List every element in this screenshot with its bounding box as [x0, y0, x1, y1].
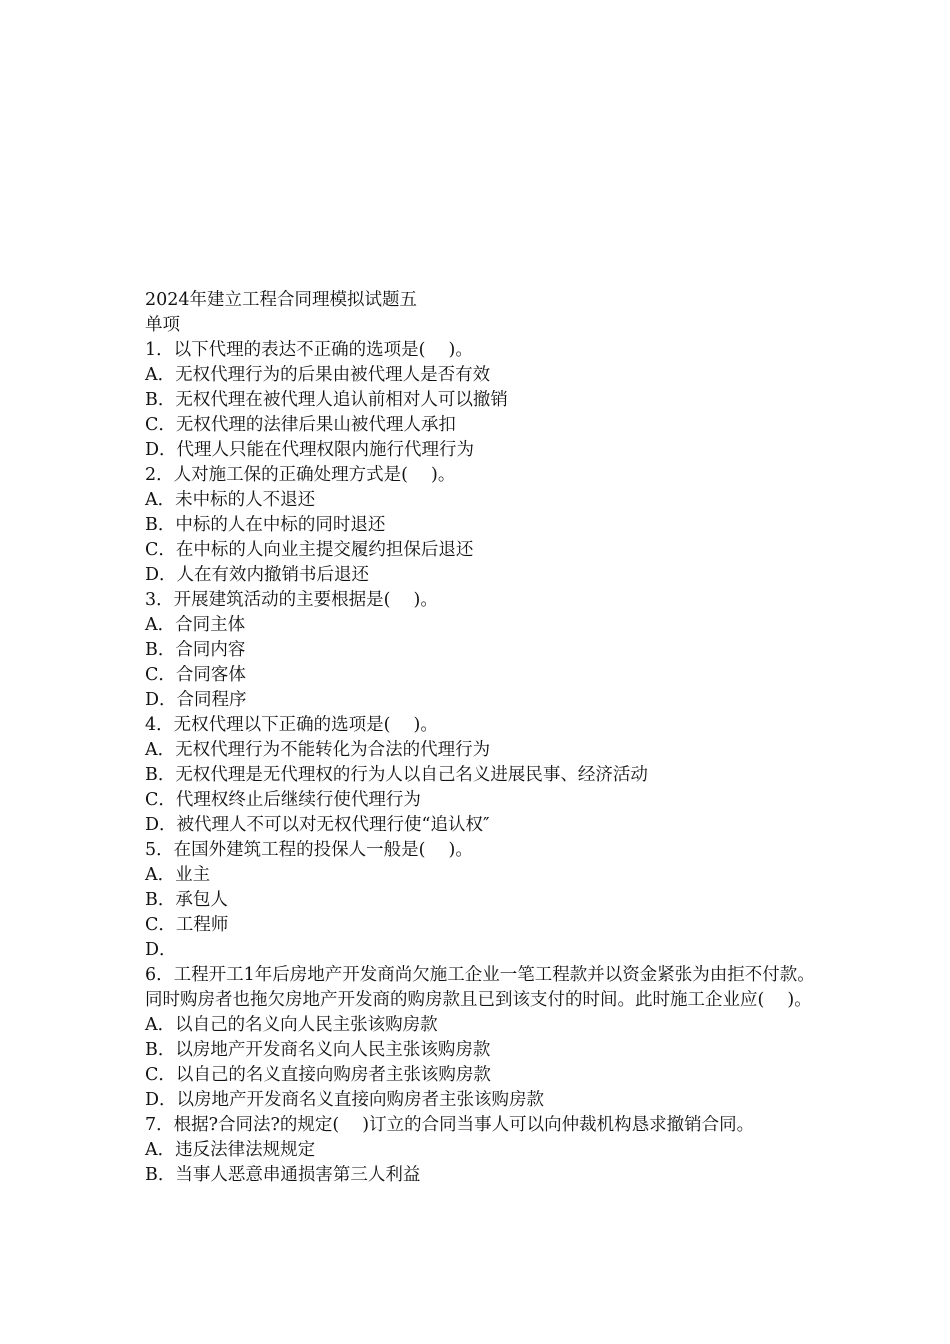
question-3-option-c: C．合同客体 [145, 665, 246, 685]
question-4: 4．无权代理以下正确的选项是( )。 [145, 715, 438, 735]
question-1-option-d: D．代理人只能在代理权限内施行代理行为 [145, 440, 475, 460]
question-2-option-a: A．未中标的人不退还 [145, 490, 316, 510]
question-2-option-b: B．中标的人在中标的同时退还 [145, 515, 386, 535]
question-7: 7．根据?合同法?的规定( )订立的合同当事人可以向仲裁机构恳求撤销合同。 [145, 1115, 755, 1135]
question-7-option-b: B．当事人恶意串通损害第三人利益 [145, 1165, 421, 1185]
question-2-option-c: C．在中标的人向业主提交履约担保后退还 [145, 540, 474, 560]
question-1-option-b: B．无权代理在被代理人追认前相对人可以撤销 [145, 390, 508, 410]
question-6-option-c: C．以自己的名义直接向购房者主张该购房款 [145, 1065, 491, 1085]
question-4-option-b: B．无权代理是无代理权的行为人以自己名义进展民事、经济活动 [145, 765, 648, 785]
question-5-option-c: C．工程师 [145, 915, 229, 935]
question-3-option-d: D．合同程序 [145, 690, 247, 710]
question-5: 5．在国外建筑工程的投保人一般是( )。 [145, 840, 473, 860]
question-6-option-d: D．以房地产开发商名义直接向购房者主张该购房款 [145, 1090, 545, 1110]
question-1-option-a: A．无权代理行为的后果由被代理人是否有效 [145, 365, 491, 385]
question-4-option-a: A．无权代理行为不能转化为合法的代理行为 [145, 740, 491, 760]
question-7-option-a: A．违反法律法规规定 [145, 1140, 316, 1160]
question-3: 3．开展建筑活动的主要根据是( )。 [145, 590, 438, 610]
question-6-option-a: A．以自己的名义向人民主张该购房款 [145, 1015, 438, 1035]
question-4-option-c: C．代理权终止后继续行使代理行为 [145, 790, 421, 810]
question-5-option-d: D． [145, 940, 177, 960]
question-2-option-d: D．人在有效内撤销书后退还 [145, 565, 370, 585]
question-6: 6．工程开工1年后房地产开发商尚欠施工企业一笔工程款并以资金紧张为由拒不付款。同时购房者也拖欠房地产开发商的购房款且已到该支付的时间。此时施工企业应( )。 [145, 965, 815, 1010]
section-heading: 单项 [145, 315, 180, 335]
question-3-option-b: B．合同内容 [145, 640, 246, 660]
question-3-option-a: A．合同主体 [145, 615, 246, 635]
question-5-option-b: B．承包人 [145, 890, 228, 910]
question-1-option-c: C．无权代理的法律后果山被代理人承扣 [145, 415, 456, 435]
document-title: 2024年建立工程合同理模拟试题五 [145, 290, 418, 310]
question-1: 1．以下代理的表达不正确的选项是( )。 [145, 340, 473, 360]
document-body [145, 288, 815, 1188]
question-6-option-b: B．以房地产开发商名义向人民主张该购房款 [145, 1040, 491, 1060]
question-5-option-a: A．业主 [145, 865, 211, 885]
question-4-option-d: D．被代理人不可以对无权代理行使“追认权″ [145, 815, 490, 835]
question-2: 2．人对施工保的正确处理方式是( )。 [145, 465, 456, 485]
